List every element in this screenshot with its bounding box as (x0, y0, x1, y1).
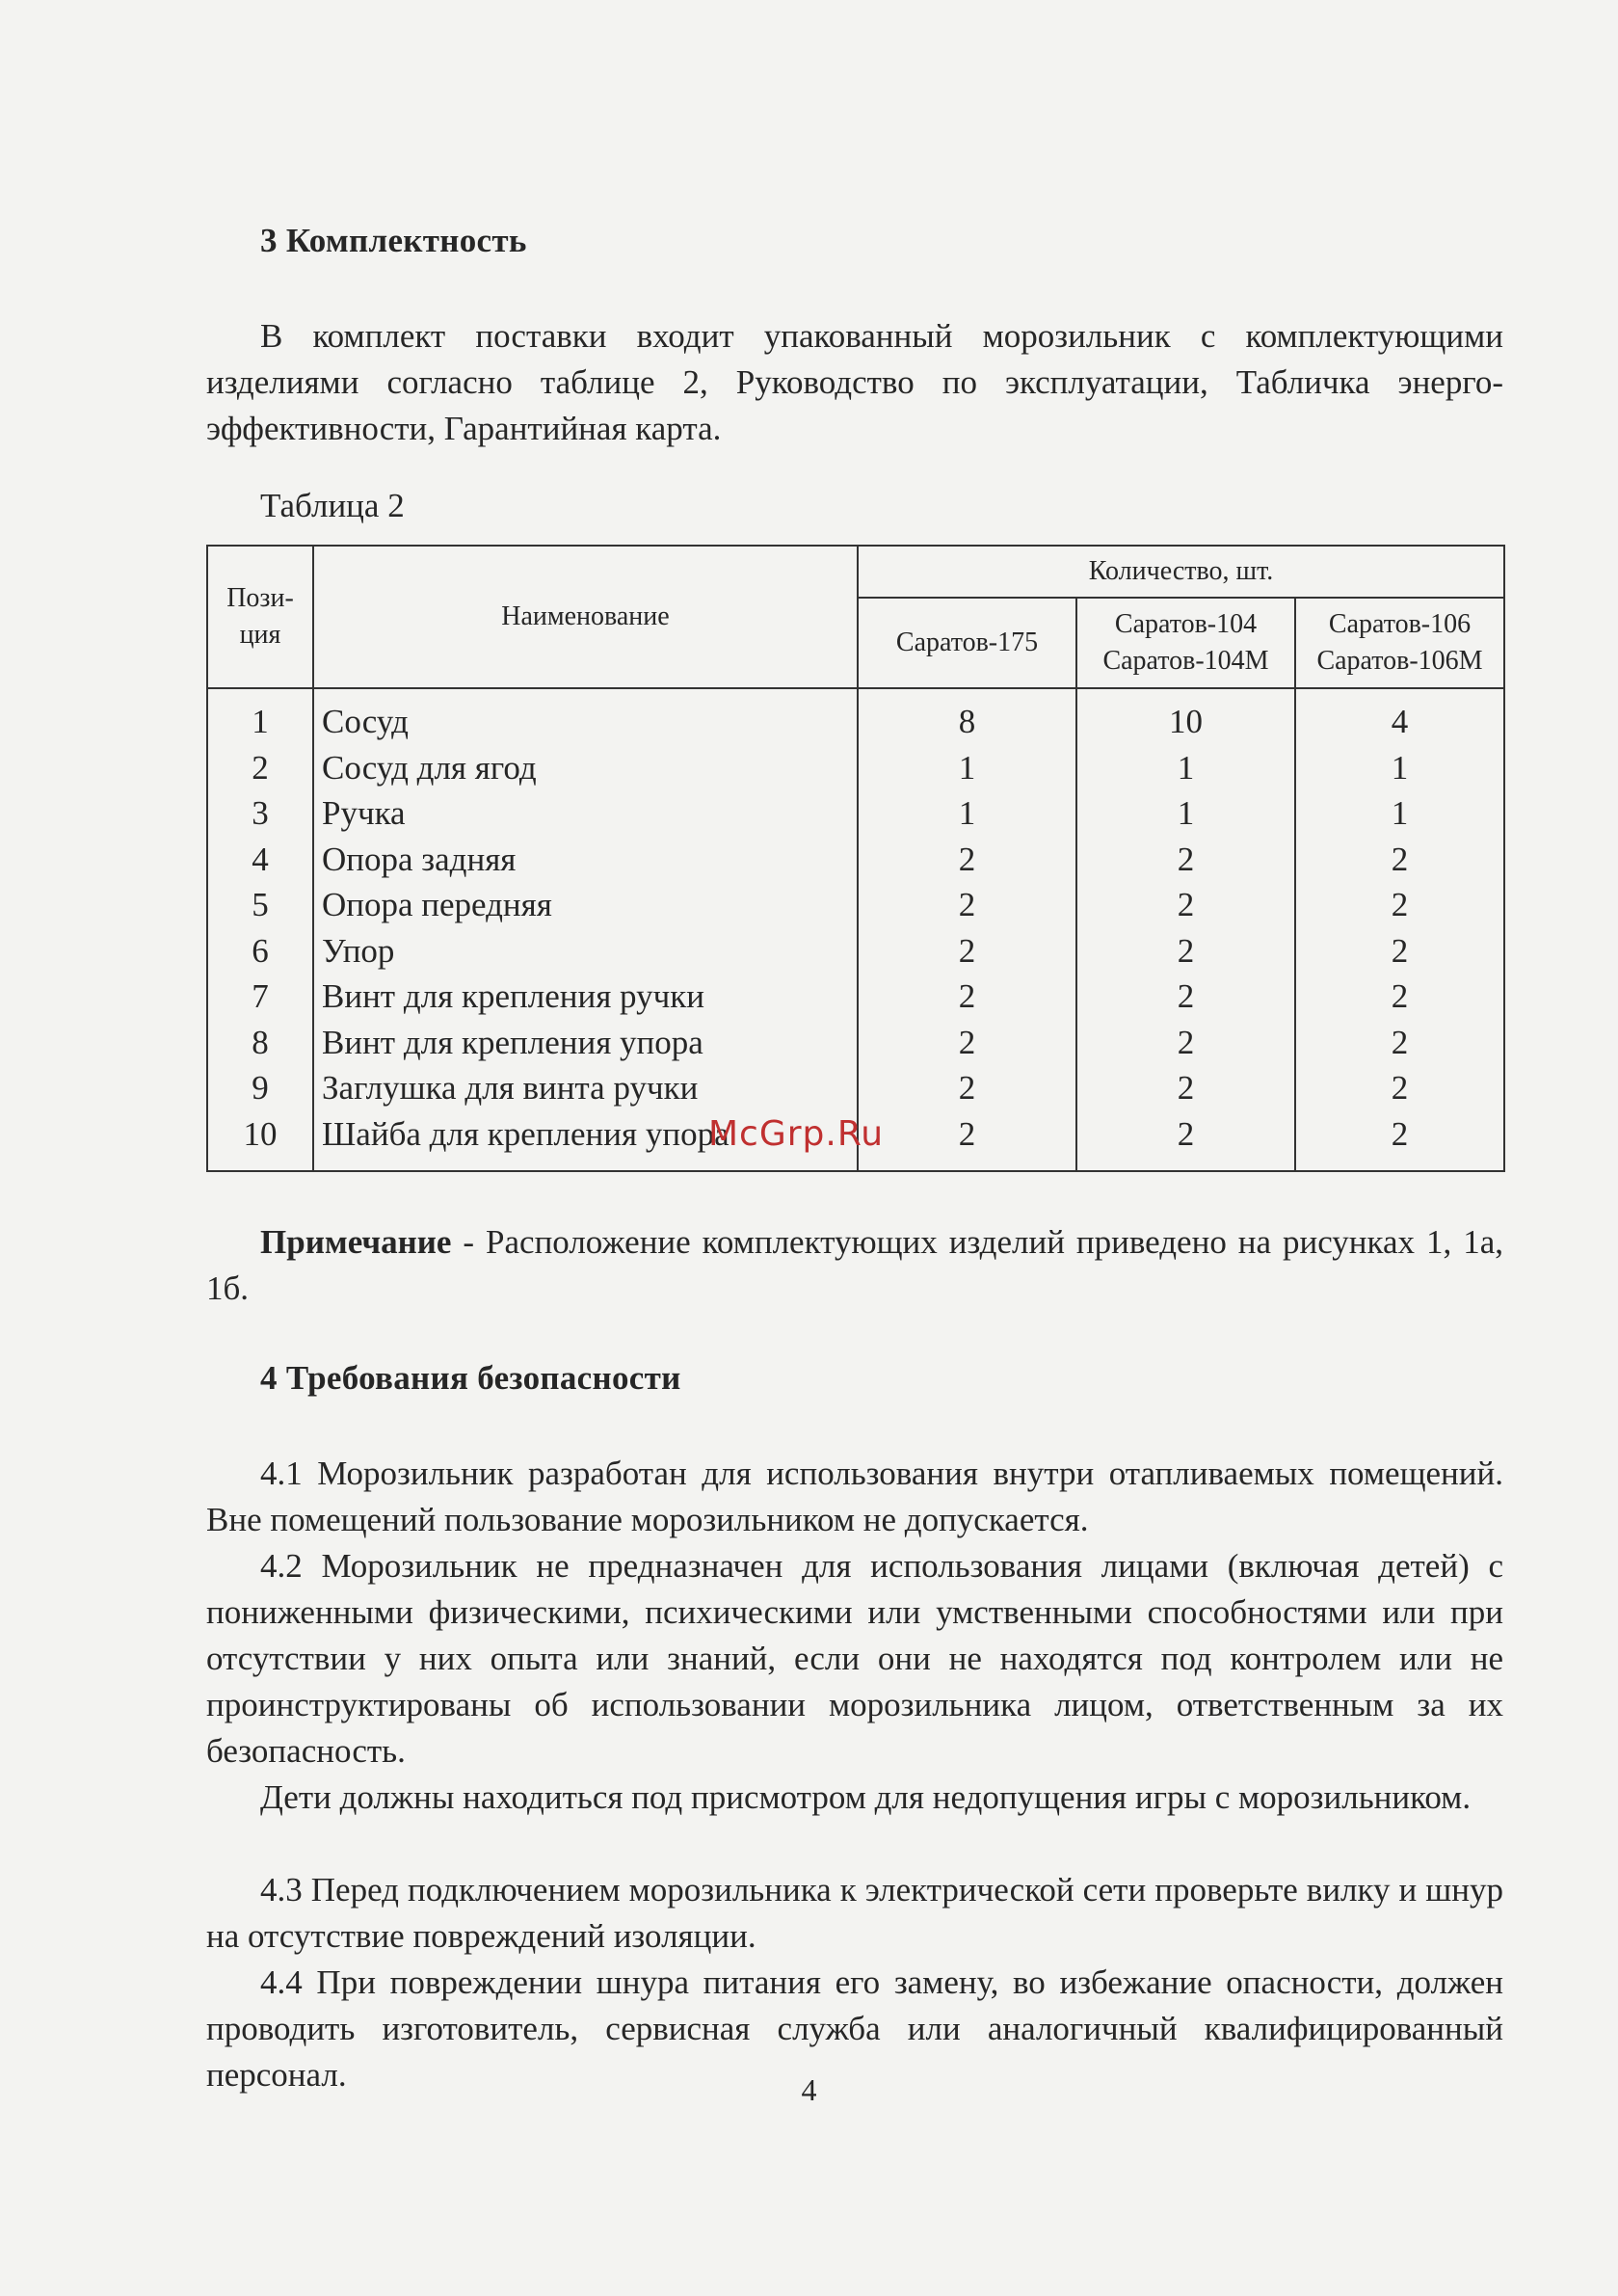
row-qty-model-b-cell: 1 (1076, 790, 1295, 837)
row-name-cell: Винт для крепления упора (313, 1020, 858, 1066)
section-3-heading: 3 Комплектность (260, 222, 527, 259)
paragraph-4-4: 4.4 При повреждении шнура питания его замену, во избежание опасности, должен проводить изготовитель, сервисная служба или аналогичный квалифицированный персонал. (206, 1963, 1503, 2094)
row-qty-model-a-cell: 1 (858, 790, 1076, 837)
row-qty-model-c-cell: 2 (1295, 974, 1504, 1020)
section-4-heading: 4 Требования безопасности (260, 1359, 681, 1397)
table-row (207, 688, 1504, 745)
row-qty-model-a-cell: 8 (858, 688, 1076, 745)
row-qty-model-b-cell: 2 (1076, 928, 1295, 974)
table-caption: Таблица 2 (260, 487, 405, 524)
row-qty-model-a-cell: 2 (858, 837, 1076, 883)
row-position-cell: 2 (207, 745, 313, 791)
table-row (207, 928, 1504, 974)
row-name-cell: Опора передняя (313, 882, 858, 928)
paragraph-4-1: 4.1 Морозильник разработан для использования внутри отапливаемых помещений. Вне помещений пользование морозильником не допускается. (206, 1455, 1503, 1538)
model-b-line2: Саратов-104М (1102, 646, 1269, 676)
row-position-cell: 8 (207, 1020, 313, 1066)
row-qty-model-b-cell: 2 (1076, 882, 1295, 928)
row-qty-model-c-cell: 2 (1295, 1020, 1504, 1066)
row-position-cell: 7 (207, 974, 313, 1020)
row-qty-model-a-cell: 2 (858, 1065, 1076, 1111)
header-quantity: Количество, шт. (858, 546, 1504, 598)
row-qty-model-c-cell: 2 (1295, 837, 1504, 883)
model-a-label: Саратов-175 (895, 627, 1039, 657)
model-b-line1: Саратов-104 (1114, 609, 1258, 639)
row-qty-model-c-cell: 1 (1295, 790, 1504, 837)
row-position-cell: 10 (207, 1111, 313, 1172)
header-model-c (1295, 598, 1504, 688)
table-row (207, 1065, 1504, 1111)
row-qty-model-a-cell: 2 (858, 974, 1076, 1020)
row-position-cell: 1 (207, 688, 313, 745)
row-qty-model-b-cell: 1 (1076, 745, 1295, 791)
paragraph-4-3: 4.3 Перед подключением морозильника к электрической сети проверьте вилку и шнур на отсутствие повреждений изоляции. (206, 1871, 1503, 1955)
row-qty-model-a-cell: 2 (858, 882, 1076, 928)
row-name-cell: Сосуд для ягод (313, 745, 858, 791)
header-model-a (858, 598, 1076, 688)
row-qty-model-b-cell: 2 (1076, 837, 1295, 883)
row-name-cell: Винт для крепления ручки (313, 974, 858, 1020)
section-3-intro: В комплект поставки входит упакованный морозильник с комплектующими изделиями согласно таблице 2, Руководство по эксплуатации, Табличка энерго-эффективности, Гарантийная карта. (206, 317, 1503, 447)
row-qty-model-a-cell: 2 (858, 928, 1076, 974)
table-row (207, 790, 1504, 837)
row-position-cell: 6 (207, 928, 313, 974)
row-qty-model-c-cell: 2 (1295, 882, 1504, 928)
row-name-cell: Опора задняя (313, 837, 858, 883)
row-position-cell: 5 (207, 882, 313, 928)
header-model-b (1076, 598, 1295, 688)
row-position-cell: 3 (207, 790, 313, 837)
row-name-cell: Ручка (313, 790, 858, 837)
row-qty-model-c-cell: 2 (1295, 1065, 1504, 1111)
table-row (207, 1020, 1504, 1066)
table-row (207, 745, 1504, 791)
note-paragraph (206, 1219, 1503, 1312)
row-name-cell: Заглушка для винта ручки (313, 1065, 858, 1111)
paragraph-4-2: 4.2 Морозильник не предназначен для использования лицами (включая детей) с пониженными физическими, психическими или умственными способностями или при отсутствии у них опыта или знаний, если они не находятся под контролем или не проинструктированы об использовании морозильника лицом, ответственным за их безопасность. (206, 1547, 1503, 1770)
table-row (207, 882, 1504, 928)
row-qty-model-c-cell: 2 (1295, 928, 1504, 974)
row-qty-model-a-cell: 2 (858, 1020, 1076, 1066)
paragraph-4-2-children: Дети должны находиться под присмотром для недопущения игры с морозильником. (260, 1778, 1472, 1816)
row-position-cell: 9 (207, 1065, 313, 1111)
row-qty-model-c-cell: 4 (1295, 688, 1504, 745)
row-qty-model-a-cell: 2 (858, 1111, 1076, 1172)
page-number: 4 (801, 2072, 817, 2107)
model-c-line1: Саратов-106 (1328, 609, 1472, 639)
row-qty-model-b-cell: 10 (1076, 688, 1295, 745)
row-qty-model-b-cell: 2 (1076, 1020, 1295, 1066)
row-qty-model-c-cell: 2 (1295, 1111, 1504, 1172)
note-text: - Расположение комплектующих изделий приведено на рисунках 1, 1а, 1б. (206, 1223, 1503, 1307)
row-qty-model-b-cell: 2 (1076, 974, 1295, 1020)
row-qty-model-b-cell: 2 (1076, 1065, 1295, 1111)
equipment-table (206, 545, 1505, 1172)
table-row (207, 837, 1504, 883)
row-name-cell: Сосуд (313, 688, 858, 745)
header-name: Наименование (313, 546, 858, 688)
note-label: Примечание (260, 1223, 452, 1261)
row-qty-model-b-cell: 2 (1076, 1111, 1295, 1172)
model-c-line2: Саратов-106М (1316, 646, 1483, 676)
row-qty-model-c-cell: 1 (1295, 745, 1504, 791)
row-position-cell: 4 (207, 837, 313, 883)
row-name-cell: Шайба для крепления упора (313, 1111, 858, 1172)
table-body (207, 688, 1504, 1171)
row-name-cell: Упор (313, 928, 858, 974)
row-qty-model-a-cell: 1 (858, 745, 1076, 791)
header-position: Пози-ция (207, 546, 313, 688)
table-row (207, 974, 1504, 1020)
watermark: McGrp.Ru (708, 1114, 885, 1154)
